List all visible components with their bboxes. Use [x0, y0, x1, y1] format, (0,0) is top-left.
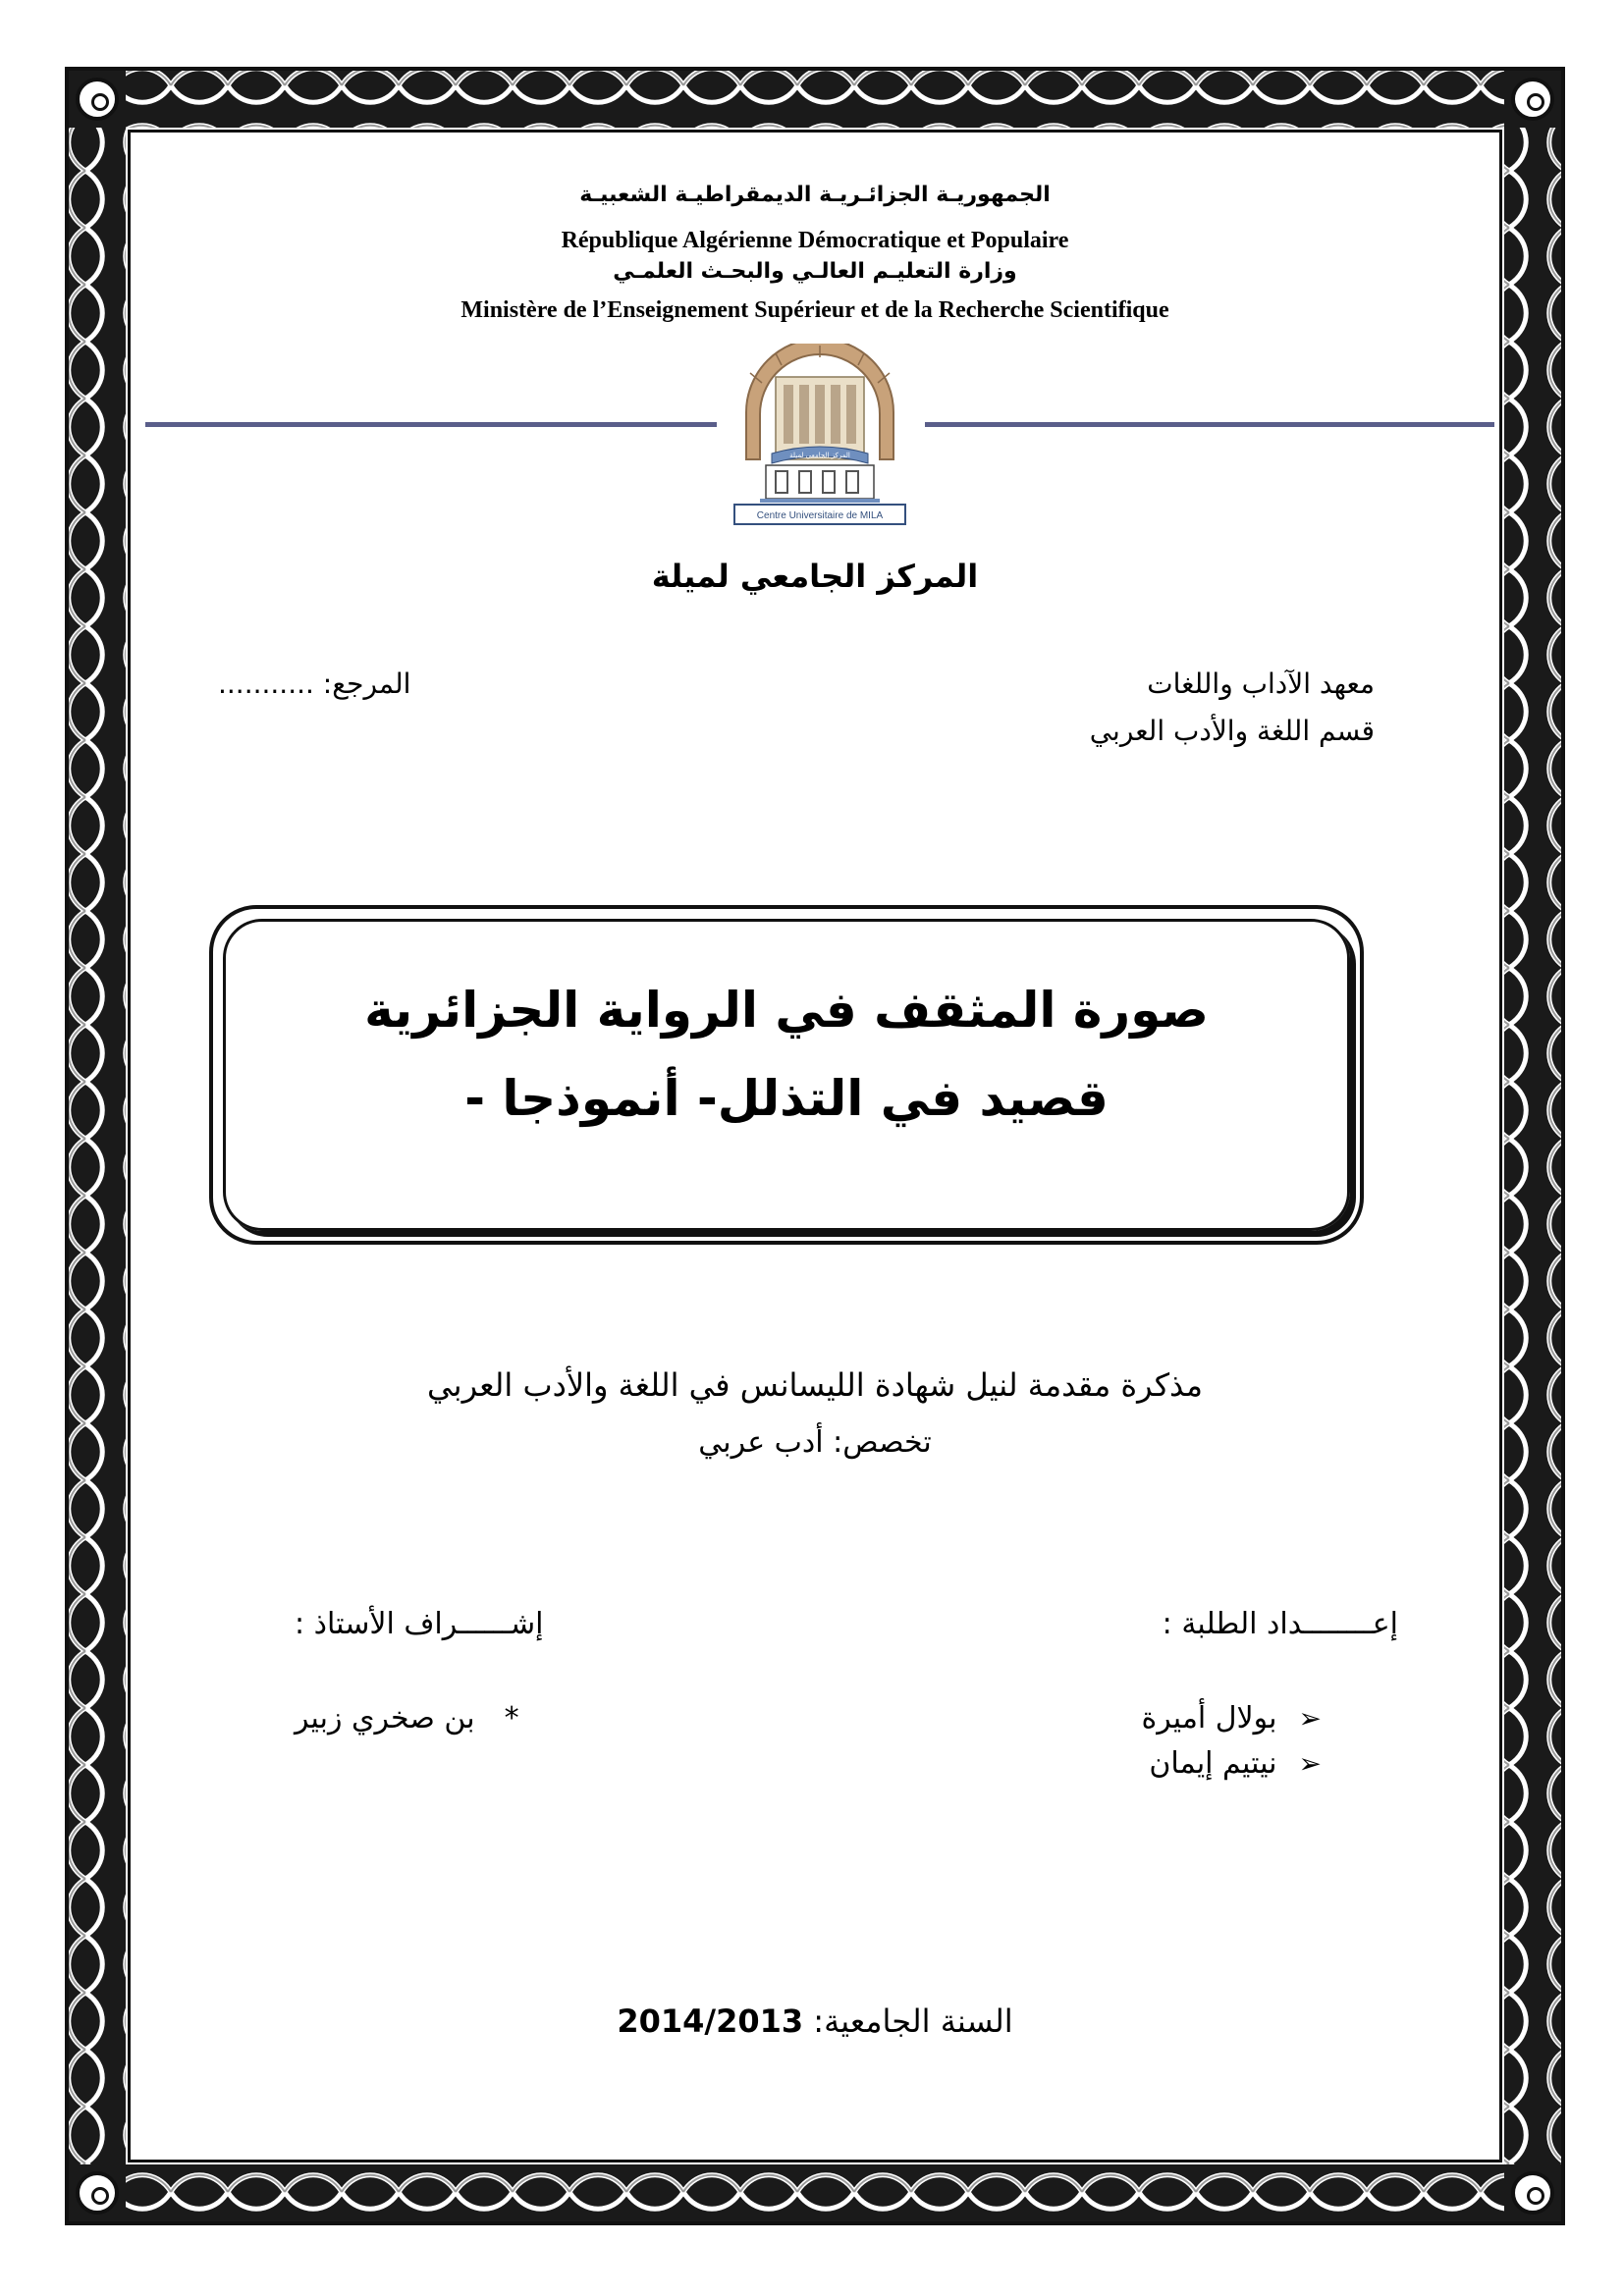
department-name: قسم اللغة والأدب العربي	[1089, 715, 1375, 747]
arrow-bullet-icon: ➢	[1298, 1702, 1322, 1735]
header-rule-left	[145, 422, 717, 427]
memo-purpose: مذكرة مقدمة لنيل شهادة الليسانس في اللغة والأدب العربي	[427, 1366, 1203, 1404]
student-name: نيتيم إيمان	[1149, 1746, 1277, 1781]
reference-field: المرجع: ...........	[218, 667, 411, 700]
academic-year-label: السنة الجامعية:	[803, 2002, 1013, 2040]
academic-year	[128, 2002, 1502, 2040]
logo-caption: Centre Universitaire de MILA	[756, 510, 884, 521]
ministry-french: Ministère de l’Enseignement Supérieur et de la Recherche Scientifique	[460, 297, 1169, 323]
academic-year-value: 2014/2013	[617, 2002, 804, 2040]
institute-name: معهد الآداب واللغات	[1147, 667, 1375, 700]
republic-arabic: الجمهوريـة الجزائـريـة الديمقراطيـة الشعبيـة	[579, 183, 1051, 207]
corner-ornament-icon	[76, 78, 119, 121]
supervisor-marker: *	[504, 1701, 519, 1735]
corner-ornament-icon	[76, 2171, 119, 2215]
ministry-arabic: وزارة التعليـم العالـي والبحـث العلمـي	[613, 259, 1017, 284]
supervisor-name: بن صخري زبير	[295, 1701, 475, 1735]
student-name: بولال أميرة	[1141, 1701, 1277, 1735]
thesis-title-line1: صورة المثقف في الرواية الجزائرية	[364, 982, 1209, 1039]
student-entry	[1149, 1746, 1322, 1781]
corner-ornament-icon	[1511, 78, 1554, 121]
university-logo	[732, 344, 907, 526]
memo-specialty: تخصص: أدب عربي	[698, 1425, 932, 1460]
thesis-title-line2: قصيد في التذلل- أنموذجا -	[464, 1070, 1109, 1127]
arrow-bullet-icon: ➢	[1298, 1747, 1322, 1780]
prepared-by-label: إعــــــــداد الطلبة :	[1162, 1607, 1398, 1641]
republic-french: République Algérienne Démocratique et Populaire	[561, 228, 1069, 253]
supervisor-entry	[295, 1701, 519, 1735]
supervision-label: إشــــــراف الأستاذ :	[295, 1607, 544, 1641]
corner-ornament-icon	[1511, 2171, 1554, 2215]
center-name: المركز الجامعي لميلة	[651, 558, 979, 595]
logo-banner-text: المركز الجامعي لميلة	[789, 452, 850, 459]
header-rule-right	[925, 422, 1494, 427]
student-entry	[1142, 1701, 1323, 1735]
